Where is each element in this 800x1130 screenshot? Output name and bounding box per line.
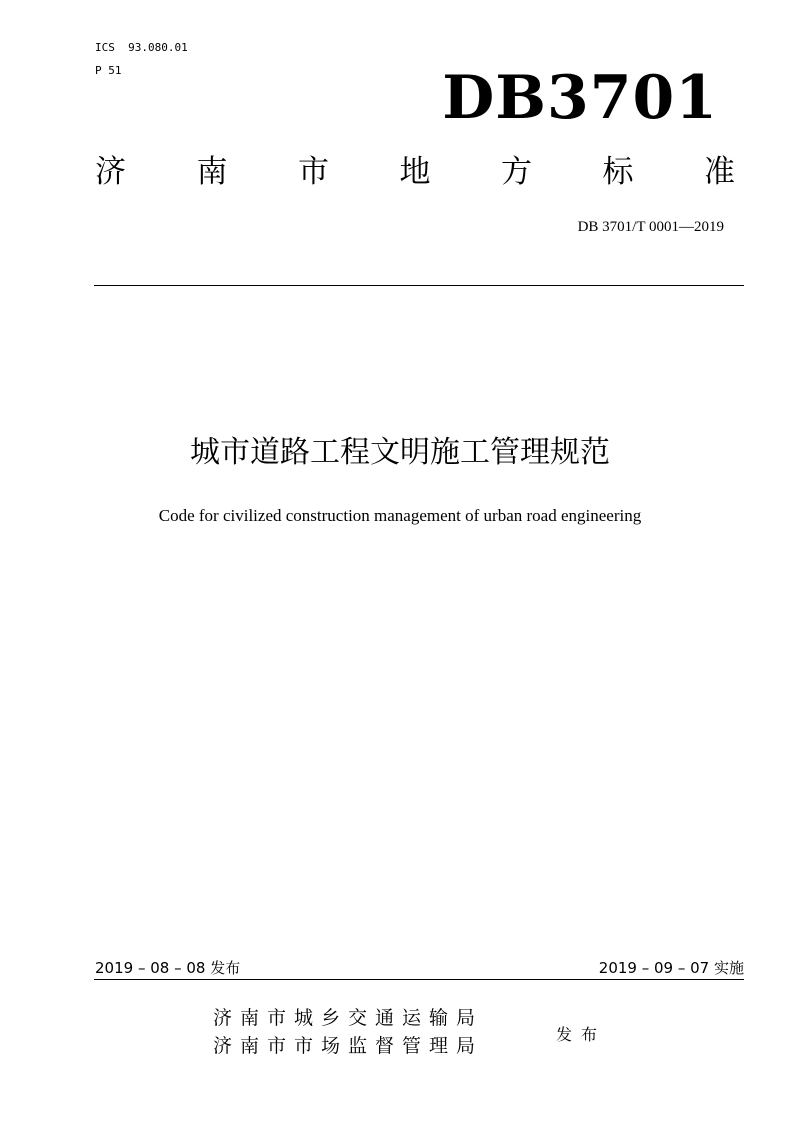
ccs-code: P 51	[95, 64, 122, 77]
footer-divider	[94, 979, 744, 980]
document-title-english: Code for civilized construction management of urban road engineering	[158, 506, 642, 525]
implementation-date: 2019 – 09 – 07 实施	[598, 959, 744, 977]
document-title-chinese: 城市道路工程文明施工管理规范	[190, 435, 610, 470]
standard-type-char: 方	[501, 154, 532, 190]
header-divider	[94, 285, 744, 286]
standard-type-char: 南	[196, 154, 228, 190]
standard-type-char: 市	[298, 154, 329, 190]
standard-type-char: 准	[704, 154, 735, 190]
standard-code: DB3701	[442, 63, 718, 133]
standard-type-char: 地	[399, 154, 431, 190]
standard-type	[95, 152, 735, 192]
publish-label: 发布	[556, 1025, 607, 1044]
ics-code: ICS 93.080.01	[95, 41, 188, 54]
standard-number: DB 3701/T 0001—2019	[577, 219, 724, 235]
issue-date: 2019 – 08 – 08 发布	[95, 959, 241, 977]
issuer-transport-bureau: 济南市城乡交通运输局	[213, 1007, 484, 1029]
issuer-market-supervision-bureau: 济南市市场监督管理局	[213, 1035, 484, 1057]
standard-type-char: 标	[602, 154, 634, 190]
standard-type-char: 济	[95, 154, 126, 190]
